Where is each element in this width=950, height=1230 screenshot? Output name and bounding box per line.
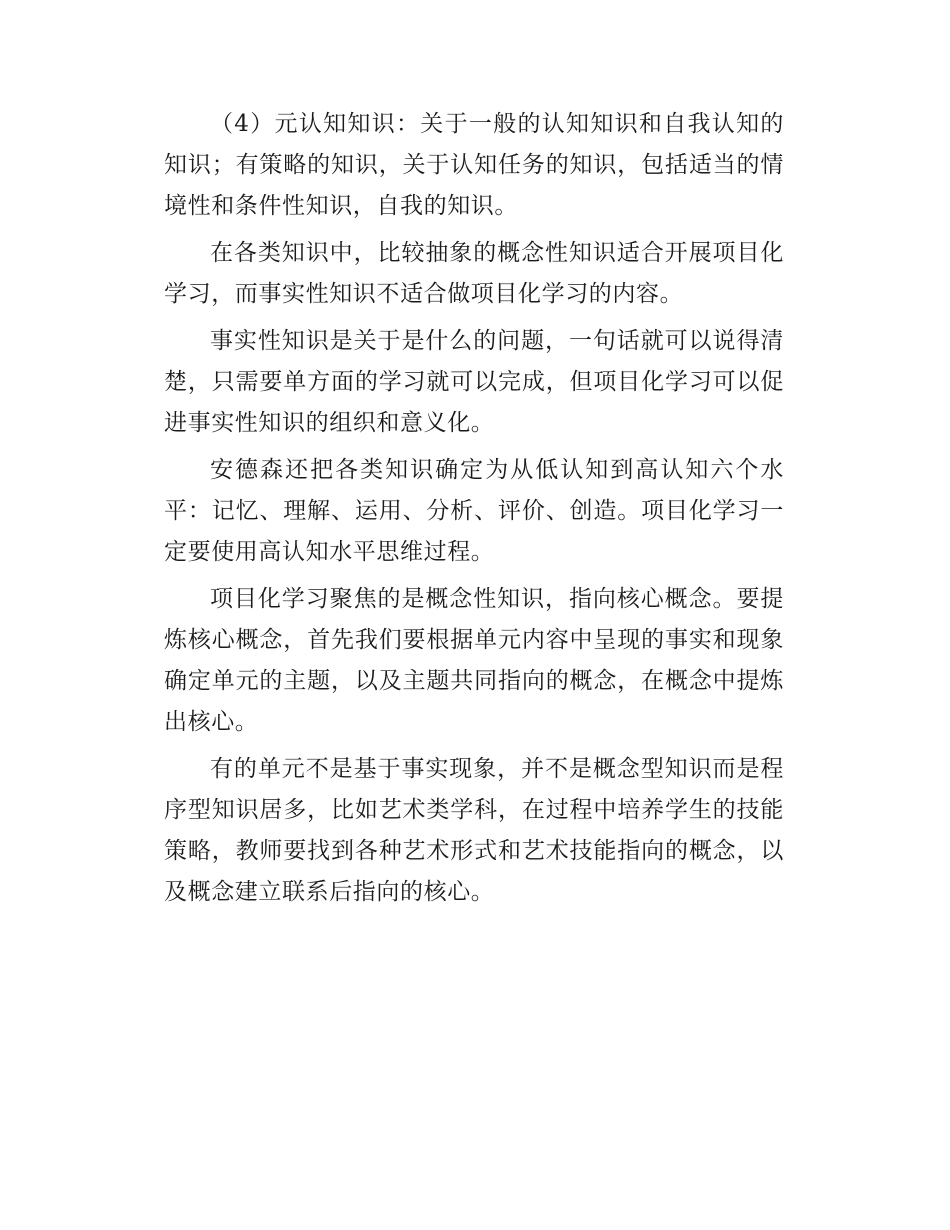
paragraph-metacognitive-knowledge: （4）元认知知识：关于一般的认知知识和自我认知的知识；有策略的知识，关于认知任务的知识，包括适当的情境性和条件性知识，自我的知识。	[164, 111, 784, 219]
paragraph-core-concepts: 项目化学习聚焦的是概念性知识，指向核心概念。要提炼核心概念，首先我们要根据单元内容中呈现的事实和现象确定单元的主题，以及主题共同指向的概念，在概念中提炼出核心。	[164, 586, 784, 735]
paragraph-conceptual-vs-factual: 在各类知识中，比较抽象的概念性知识适合开展项目化学习，而事实性知识不适合做项目化学习的内容。	[164, 240, 784, 307]
document-body	[164, 104, 784, 919]
paragraph-cognitive-levels: 安德森还把各类知识确定为从低认知到高认知六个水平：记忆、理解、运用、分析、评价、创造。项目化学习一定要使用高认知水平思维过程。	[164, 457, 784, 565]
paragraph-procedural-knowledge: 有的单元不是基于事实现象，并不是概念型知识而是程序型知识居多，比如艺术类学科，在过程中培养学生的技能策略，教师要找到各种艺术形式和艺术技能指向的概念，以及概念建立联系后指向的核心。	[164, 756, 784, 905]
paragraph-factual-knowledge: 事实性知识是关于是什么的问题，一句话就可以说得清楚，只需要单方面的学习就可以完成，但项目化学习可以促进事实性知识的组织和意义化。	[164, 328, 784, 436]
